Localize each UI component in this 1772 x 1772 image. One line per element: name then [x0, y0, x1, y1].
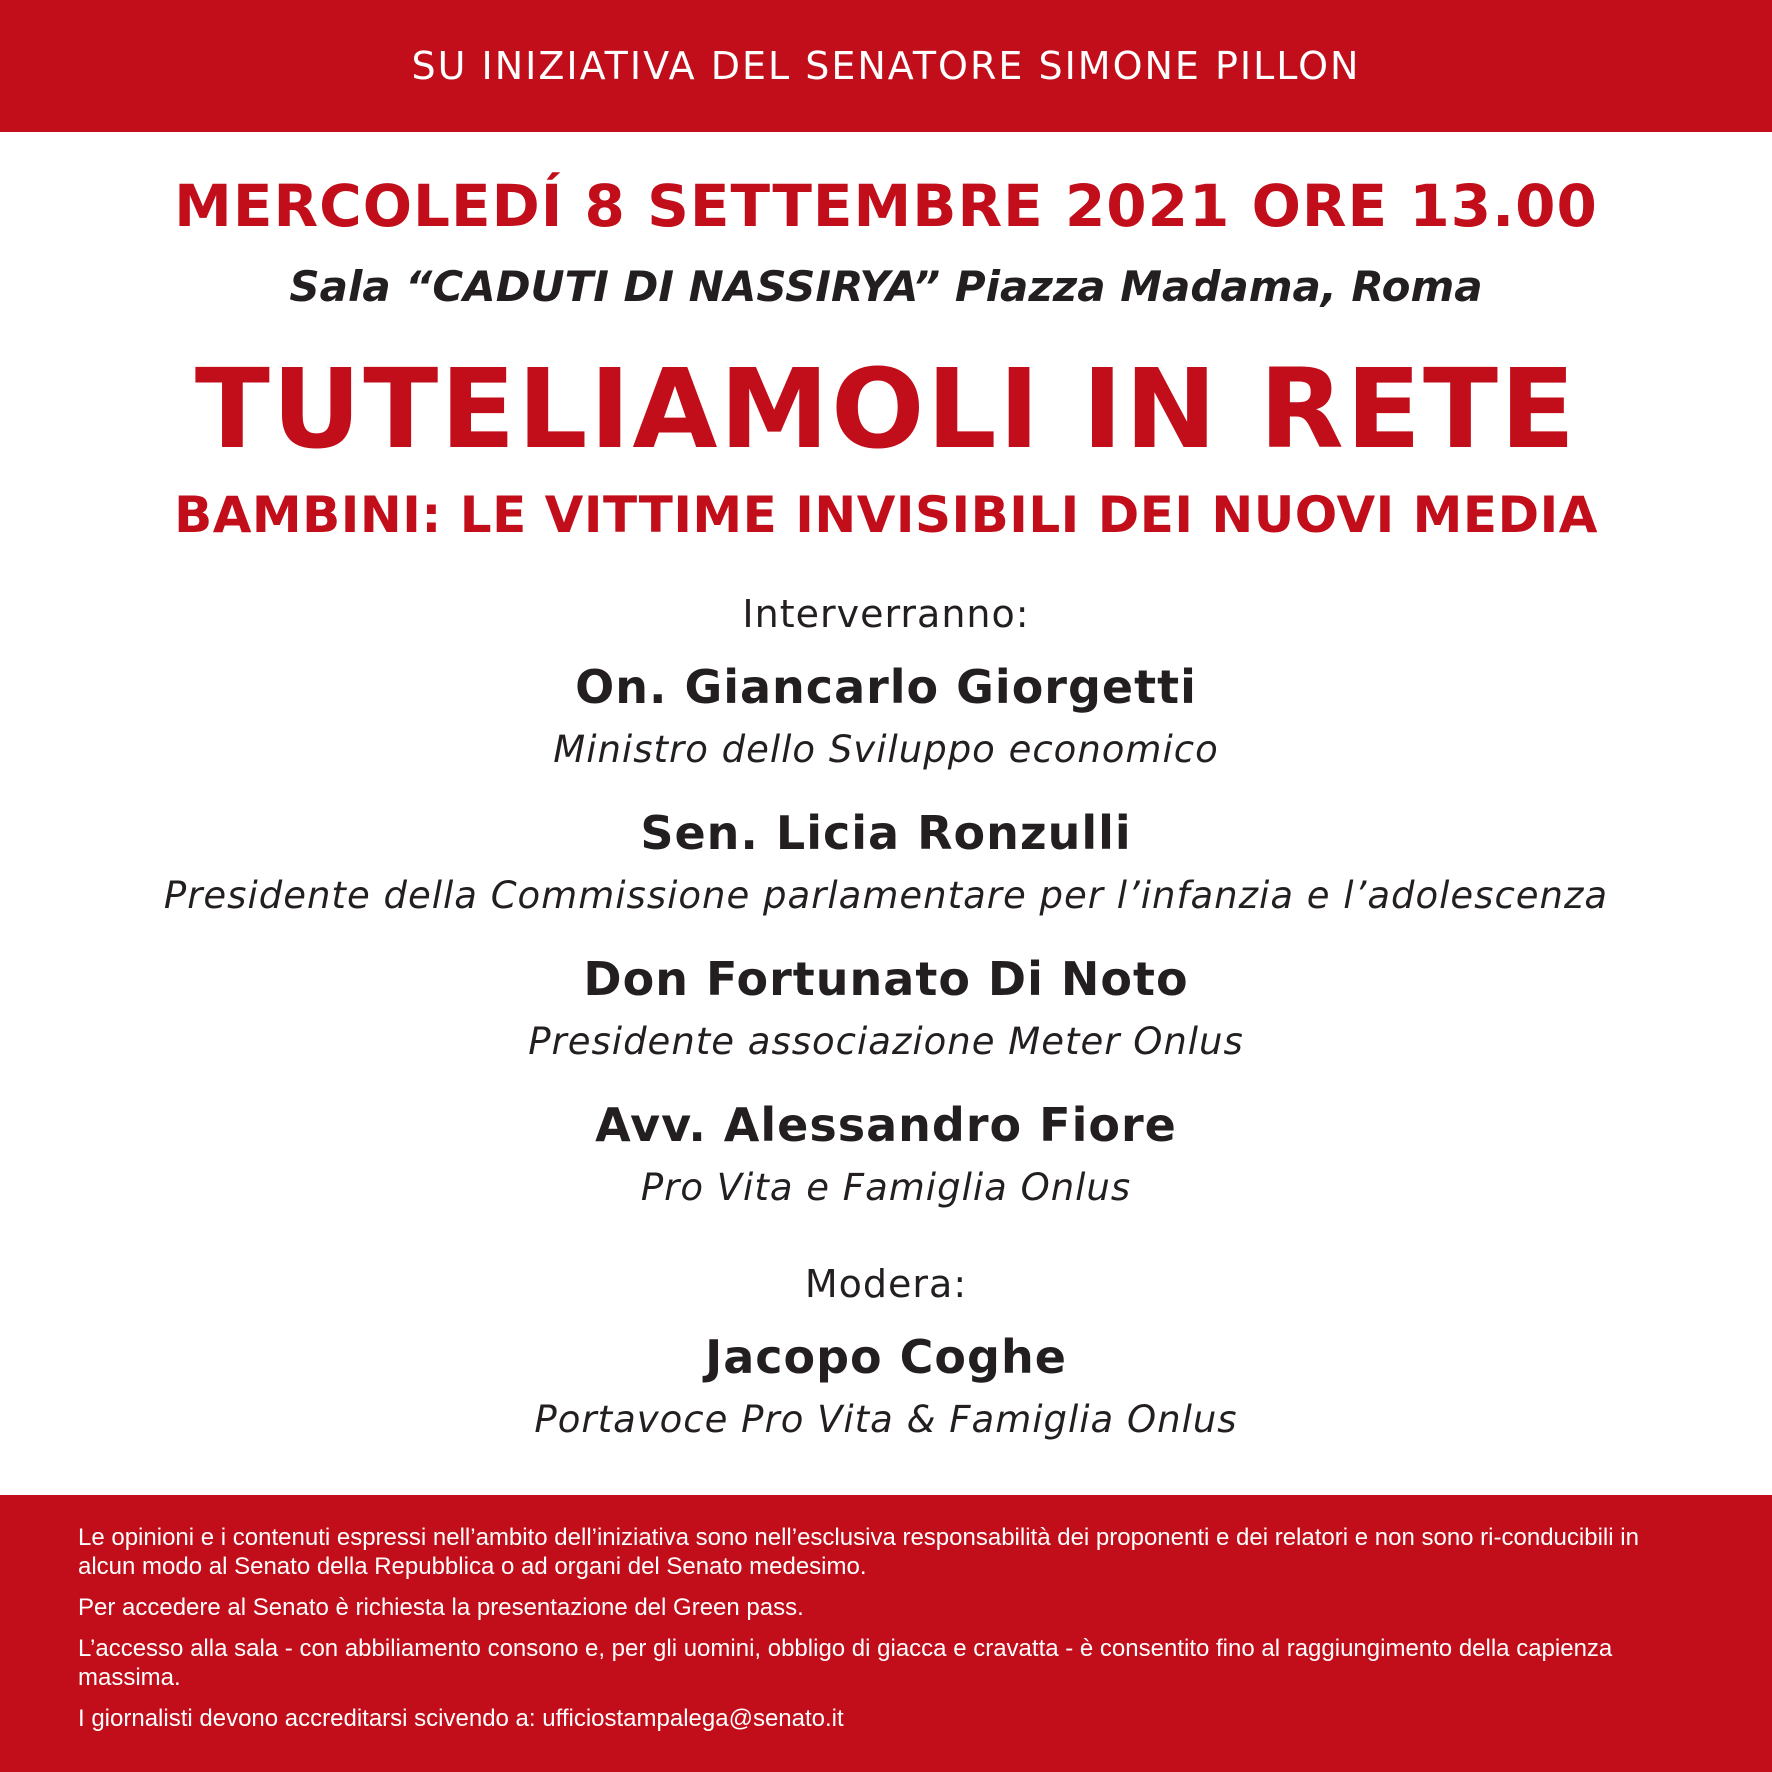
speaker-name: Sen. Licia Ronzulli [640, 806, 1132, 860]
speaker-name: On. Giancarlo Giorgetti [575, 660, 1197, 714]
initiative-text: SU INIZIATIVA DEL SENATORE SIMONE PILLON [411, 44, 1361, 88]
header-band [0, 0, 1772, 132]
speaker-name: Avv. Alessandro Fiore [595, 1098, 1177, 1152]
green-pass-note: Per accedere al Senato è richiesta la presentazione del Green pass. [78, 1594, 804, 1621]
disclaimer-note: Le opinioni e i contenuti espressi nell’ambito dell’iniziativa sono nell’esclusiva responsabilità dei proponenti e dei relatori e non sono ri-conducibili in alcun modo al Senato della Repubblica o ad organi del Senato medesimo. [78, 1524, 1639, 1580]
press-accreditation-note: I giornalisti devono accreditarsi scivendo a: ufficiostampalega@senato.it [78, 1705, 844, 1732]
event-subtitle: BAMBINI: LE VITTIME INVISIBILI DEI NUOVI MEDIA [174, 486, 1598, 544]
speaker-role: Ministro dello Sviluppo economico [553, 728, 1219, 771]
footer-band [0, 1495, 1772, 1772]
speaker-role: Presidente associazione Meter Onlus [528, 1020, 1244, 1063]
event-venue: Sala “CADUTI DI NASSIRYA” Piazza Madama, Roma [289, 262, 1483, 311]
speakers-label: Interverranno: [742, 592, 1030, 636]
event-date-time: MERCOLEDÍ 8 SETTEMBRE 2021 ORE 13.00 [174, 172, 1598, 240]
speaker-name: Don Fortunato Di Noto [583, 952, 1189, 1006]
speaker-role: Presidente della Commissione parlamentare per l’infanzia e l’adolescenza [163, 874, 1609, 917]
event-title: TUTELIAMOLI IN RETE [194, 345, 1578, 473]
moderator-label: Modera: [804, 1262, 968, 1306]
dress-code-note: L’accesso alla sala - con abbiliamento consono e, per gli uomini, obbligo di giacca e cravatta - è consentito fino al raggiungimento della capienza massima. [78, 1635, 1613, 1691]
moderator-role: Portavoce Pro Vita & Famiglia Onlus [534, 1398, 1238, 1441]
footer-notes [78, 1523, 1698, 1745]
moderator-name: Jacopo Coghe [705, 1330, 1067, 1384]
speaker-role: Pro Vita e Famiglia Onlus [640, 1166, 1132, 1209]
